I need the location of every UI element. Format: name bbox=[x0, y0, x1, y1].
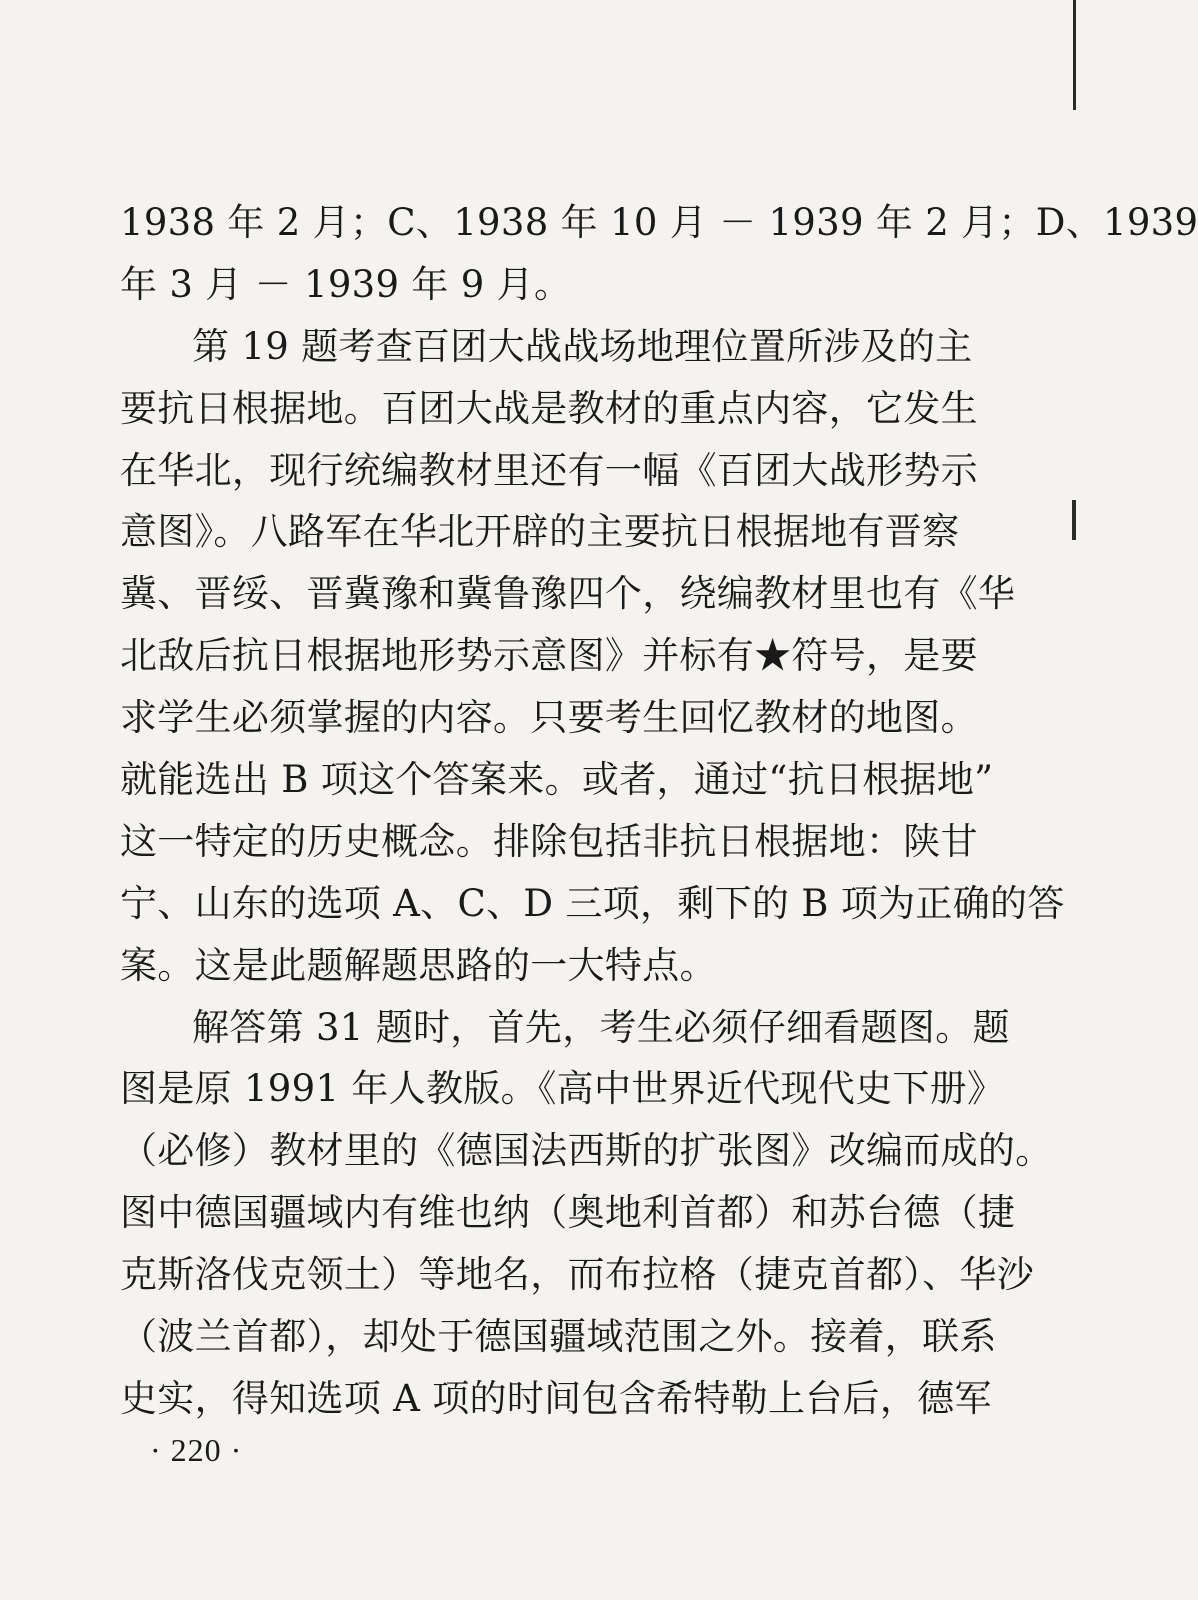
text-line: 要抗日根据地。百团大战是教材的重点内容，它发生 bbox=[120, 386, 978, 430]
text-line: 解答第 31 题时，首先，考生必须仔细看题图。题 bbox=[192, 1005, 1010, 1049]
text-line: 史实，得知选项 A 项的时间包含希特勒上台后，德军 bbox=[120, 1376, 992, 1420]
text-line: 案。这是此题解题思路的一大特点。 bbox=[120, 943, 717, 987]
text-line: （波兰首都），却处于德国疆域范围之外。接着，联系 bbox=[120, 1315, 997, 1359]
text-line: （必修）教材里的《德国法西斯的扩张图》改编而成的。 bbox=[120, 1129, 1053, 1173]
text-line: 第 19 题考查百团大战战场地理位置所涉及的主 bbox=[192, 324, 973, 368]
text-line: 北敌后抗日根据地形势示意图》并标有★符号，是要 bbox=[120, 634, 978, 678]
text-line: 宁、山东的选项 A、C、D 三项，剩下的 B 项为正确的答 bbox=[120, 881, 1065, 925]
page-edge-mark bbox=[1073, 0, 1076, 110]
text-line: 这一特定的历史概念。排除包括非抗日根据地：陕甘 bbox=[120, 819, 978, 863]
text-line: 就能选出 B 项这个答案来。或者，通过“抗日根据地” bbox=[120, 758, 994, 802]
body-text bbox=[120, 192, 1198, 1430]
text-line: 冀、晋绥、晋冀豫和冀鲁豫四个，绕编教材里也有《华 bbox=[120, 572, 1016, 616]
text-line: 1938 年 2 月；C、1938 年 10 月 － 1939 年 2 月；D、1939 bbox=[120, 201, 1198, 244]
text-line: 克斯洛伐克领土）等地名，而布拉格（捷克首都）、华沙 bbox=[120, 1253, 1034, 1297]
text-line: 年 3 月 － 1939 年 9 月。 bbox=[120, 262, 572, 306]
text-line: 图是原 1991 年人教版。《高中世界近代现代史下册》 bbox=[120, 1067, 1005, 1111]
page-number: · 220 · bbox=[150, 1432, 243, 1468]
text-line: 在华北，现行统编教材里还有一幅《百团大战形势示 bbox=[120, 448, 978, 492]
text-line: 图中德国疆域内有维也纳（奥地利首都）和苏台德（捷 bbox=[120, 1191, 1016, 1235]
text-line: 意图》。八路军在华北开辟的主要抗日根据地有晋察 bbox=[120, 510, 960, 554]
text-line: 求学生必须掌握的内容。只要考生回忆教材的地图。 bbox=[120, 696, 978, 740]
page-edge-mark bbox=[1072, 500, 1076, 540]
